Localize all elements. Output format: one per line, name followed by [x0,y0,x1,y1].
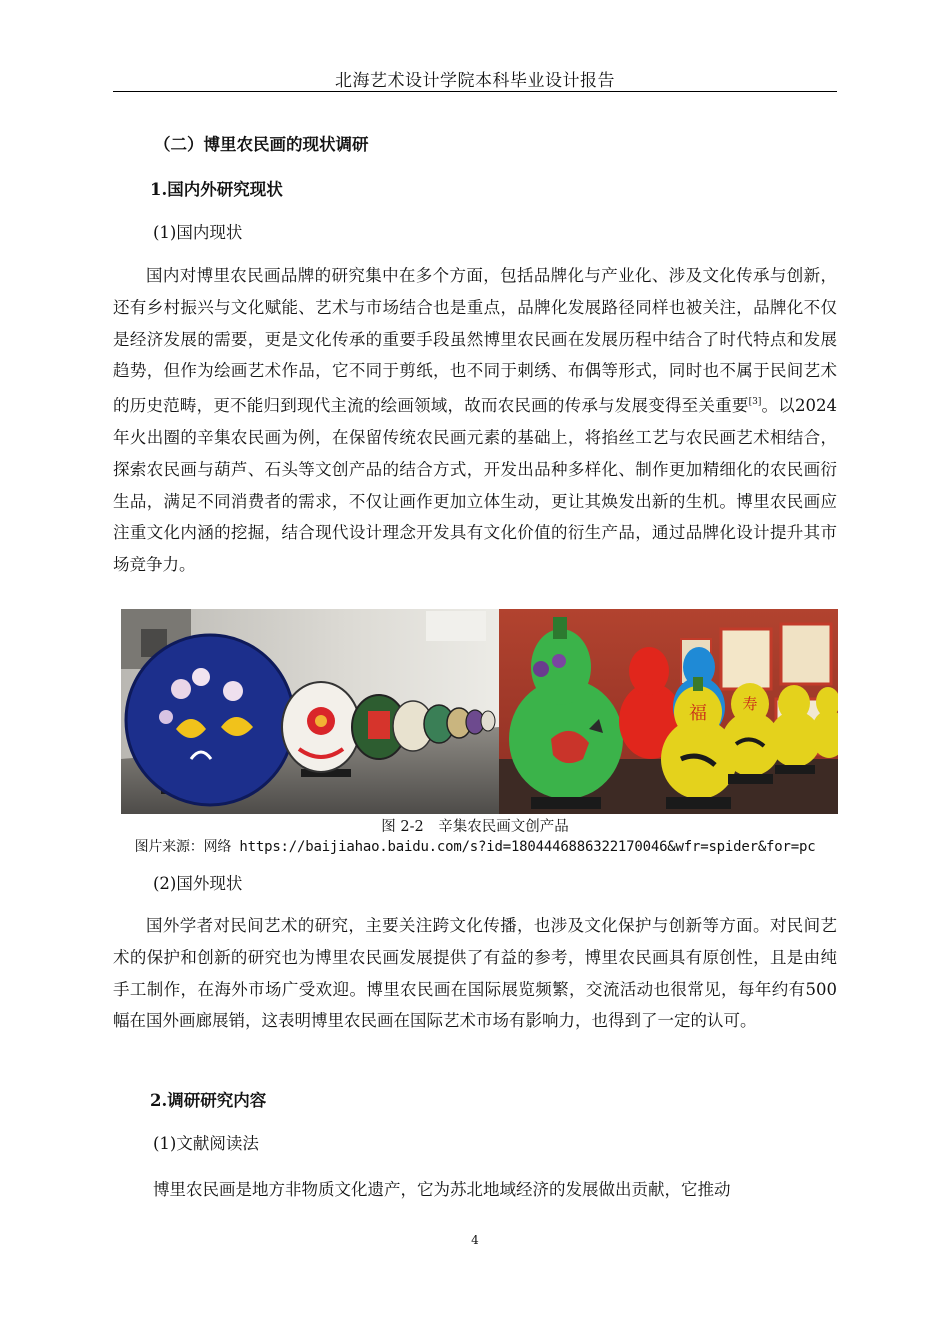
domestic-paragraph-a: 国内对博里农民画品牌的研究集中在多个方面，包括品牌化与产业化、涉及文化传承与创新，还有乡村振兴与文化赋能、艺术与市场结合也是重点，品牌化发展路径同样也被关注，品牌化不仅是经济发展的需要，更是文化传承的重要手段虽然博里农民画在发展历程中结合了时代特点和发展趋势，但作为绘画艺术作品，它不同于剪纸，也不同于刺绣、布偶等形式，同时也不属于民间艺术的历史范畴，更不能归到现代主流的绘画领域，故而农民画的传承与发展变得至关重要 [113,266,837,416]
figure-caption: 图 2-2 辛集农民画文创产品 [381,819,569,835]
figure-image [121,609,838,814]
plates-photo [121,609,499,814]
gourds-photo [499,609,838,814]
domestic-paragraph [113,260,837,581]
running-header: 北海艺术设计学院本科毕业设计报告 [335,71,615,91]
method-paragraph: 博里农民画是地方非物质文化遗产，它为苏北地域经济的发展做出贡献，它推动 [153,1180,731,1199]
svg-text:寿: 寿 [742,695,758,713]
subsection-heading-1: 1.国内外研究现状 [150,180,283,199]
subsection-heading-2: 2.调研研究内容 [150,1091,267,1110]
citation-3[interactable]: [3] [748,397,762,408]
figure-source: 图片来源：网络 https://baijiahao.baidu.com/s?id=1804446886322170046&wfr=spider&for=pc [134,839,816,855]
foreign-paragraph: 国外学者对民间艺术的研究，主要关注跨文化传播，也涉及文化保护与创新等方面。对民间艺术的保护和创新的研究也为博里农民画发展提供了有益的参考，博里农民画具有原创性，且是由纯手工制作，在海外市场广受欢迎。博里农民画在国际展览频繁，交流活动也很常见，每年约有500幅在国外画廊展销，这表明博里农民画在国际艺术市场有影响力，也得到了一定的认可。 [113,916,837,1031]
section-heading: （二）博里农民画的现状调研 [154,135,369,154]
method-heading: (1)文献阅读法 [153,1134,259,1153]
domestic-paragraph-b: 。以2024年火出圈的辛集农民画为例，在保留传统农民画元素的基础上，将掐丝工艺与农民画艺术相结合，探索农民画与葫芦、石头等文创产品的结合方式，开发出品种多样化、制作更加精细化的农民画衍生品，满足不同消费者的需求，不仅让画作更加立体生动，更让其焕发出新的生机。博里农民画应注重文化内涵的挖掘，结合现代设计理念开发具有文化价值的衍生产品，通过品牌化设计提升其市场竞争力。 [113,396,837,575]
svg-text:福: 福 [689,703,707,724]
page-number: 4 [471,1233,479,1247]
header-rule [113,91,837,92]
domestic-heading: (1)国内现状 [153,223,243,242]
foreign-heading: (2)国外现状 [153,874,243,893]
